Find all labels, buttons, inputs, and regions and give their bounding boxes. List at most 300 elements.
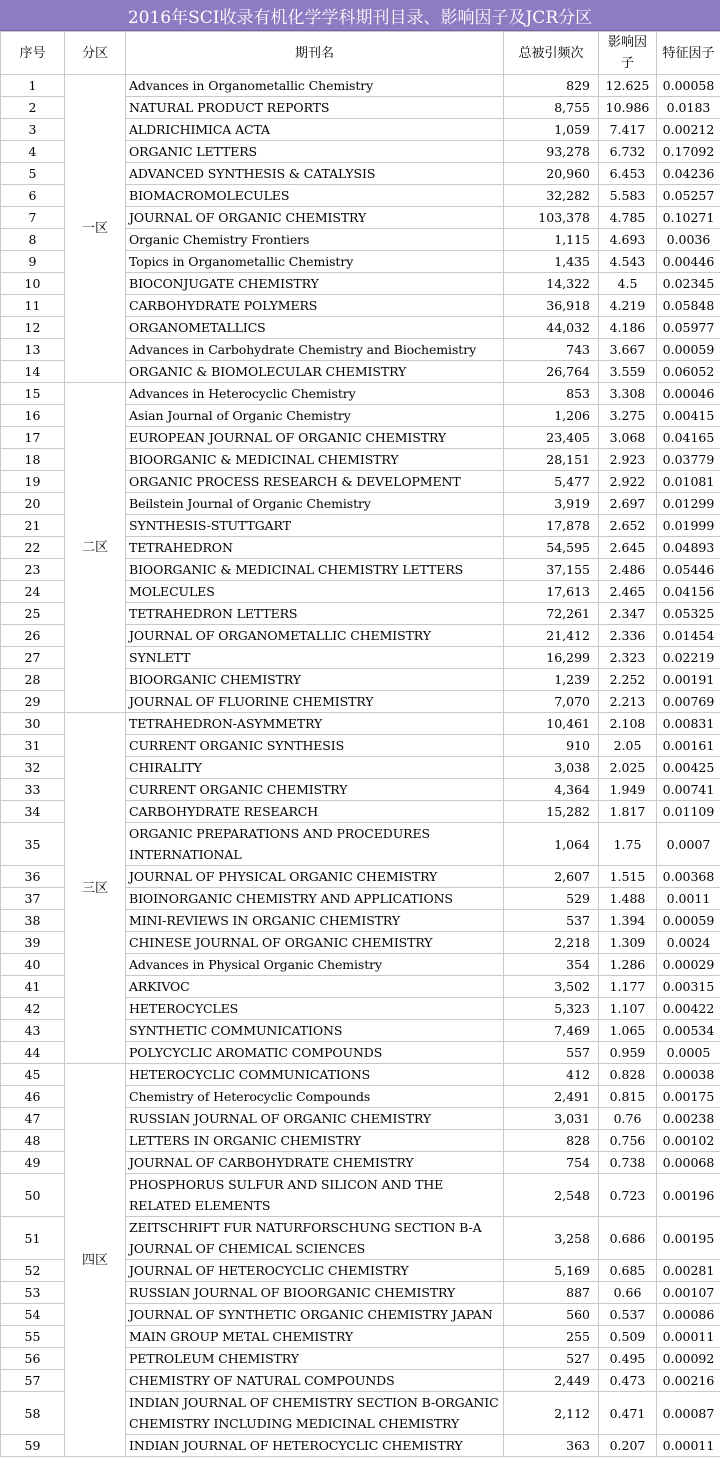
impact-factor-cell[interactable]: 3.275 — [599, 405, 657, 427]
impact-factor-cell[interactable]: 0.686 — [599, 1217, 657, 1260]
impact-factor-cell[interactable]: 6.732 — [599, 141, 657, 163]
total-cites-cell[interactable]: 910 — [504, 735, 599, 757]
eigenfactor-cell[interactable]: 0.05977 — [657, 317, 720, 339]
journal-name-cell[interactable]: MOLECULES — [126, 581, 504, 603]
total-cites-cell[interactable]: 3,031 — [504, 1108, 599, 1130]
eigenfactor-cell[interactable]: 0.05446 — [657, 559, 720, 581]
total-cites-cell[interactable]: 828 — [504, 1130, 599, 1152]
eigenfactor-cell[interactable]: 0.04893 — [657, 537, 720, 559]
zone-cell[interactable]: 四区 — [65, 1064, 126, 1457]
journal-name-cell[interactable]: SYNTHETIC COMMUNICATIONS — [126, 1020, 504, 1042]
row-number-cell[interactable]: 35 — [1, 823, 65, 866]
row-number-cell[interactable]: 41 — [1, 976, 65, 998]
eigenfactor-cell[interactable]: 0.0007 — [657, 823, 720, 866]
impact-factor-cell[interactable]: 0.815 — [599, 1086, 657, 1108]
total-cites-cell[interactable]: 5,477 — [504, 471, 599, 493]
total-cites-cell[interactable]: 527 — [504, 1348, 599, 1370]
row-number-cell[interactable]: 37 — [1, 888, 65, 910]
row-number-cell[interactable]: 39 — [1, 932, 65, 954]
eigenfactor-cell[interactable]: 0.05257 — [657, 185, 720, 207]
total-cites-cell[interactable]: 15,282 — [504, 801, 599, 823]
total-cites-cell[interactable]: 3,919 — [504, 493, 599, 515]
eigenfactor-cell[interactable]: 0.00059 — [657, 339, 720, 361]
total-cites-cell[interactable]: 93,278 — [504, 141, 599, 163]
journal-name-cell[interactable]: Advances in Carbohydrate Chemistry and Biochemistry — [126, 339, 504, 361]
row-number-cell[interactable]: 18 — [1, 449, 65, 471]
eigenfactor-cell[interactable]: 0.00102 — [657, 1130, 720, 1152]
total-cites-cell[interactable]: 529 — [504, 888, 599, 910]
row-number-cell[interactable]: 19 — [1, 471, 65, 493]
journal-name-cell[interactable]: Advances in Physical Organic Chemistry — [126, 954, 504, 976]
impact-factor-cell[interactable]: 2.465 — [599, 581, 657, 603]
impact-factor-cell[interactable]: 0.473 — [599, 1370, 657, 1392]
row-number-cell[interactable]: 30 — [1, 713, 65, 735]
journal-name-cell[interactable]: SYNLETT — [126, 647, 504, 669]
impact-factor-cell[interactable]: 4.5 — [599, 273, 657, 295]
journal-name-cell[interactable]: ZEITSCHRIFT FUR NATURFORSCHUNG SECTION B-A JOURNAL OF CHEMICAL SCIENCES — [126, 1217, 504, 1260]
eigenfactor-cell[interactable]: 0.05325 — [657, 603, 720, 625]
row-number-cell[interactable]: 12 — [1, 317, 65, 339]
eigenfactor-cell[interactable]: 0.00446 — [657, 251, 720, 273]
eigenfactor-cell[interactable]: 0.00422 — [657, 998, 720, 1020]
impact-factor-cell[interactable]: 0.495 — [599, 1348, 657, 1370]
row-number-cell[interactable]: 20 — [1, 493, 65, 515]
row-number-cell[interactable]: 22 — [1, 537, 65, 559]
row-number-cell[interactable]: 14 — [1, 361, 65, 383]
eigenfactor-cell[interactable]: 0.0024 — [657, 932, 720, 954]
journal-name-cell[interactable]: BIOORGANIC & MEDICINAL CHEMISTRY LETTERS — [126, 559, 504, 581]
eigenfactor-cell[interactable]: 0.00046 — [657, 383, 720, 405]
journal-name-cell[interactable]: Organic Chemistry Frontiers — [126, 229, 504, 251]
total-cites-cell[interactable]: 5,169 — [504, 1260, 599, 1282]
total-cites-cell[interactable]: 2,449 — [504, 1370, 599, 1392]
row-number-cell[interactable]: 45 — [1, 1064, 65, 1086]
impact-factor-cell[interactable]: 0.207 — [599, 1435, 657, 1457]
journal-name-cell[interactable]: CHEMISTRY OF NATURAL COMPOUNDS — [126, 1370, 504, 1392]
journal-name-cell[interactable]: BIOORGANIC CHEMISTRY — [126, 669, 504, 691]
row-number-cell[interactable]: 59 — [1, 1435, 65, 1457]
row-number-cell[interactable]: 43 — [1, 1020, 65, 1042]
row-number-cell[interactable]: 31 — [1, 735, 65, 757]
journal-name-cell[interactable]: TETRAHEDRON — [126, 537, 504, 559]
total-cites-cell[interactable]: 1,059 — [504, 119, 599, 141]
eigenfactor-cell[interactable]: 0.10271 — [657, 207, 720, 229]
total-cites-cell[interactable]: 354 — [504, 954, 599, 976]
journal-name-cell[interactable]: BIOMACROMOLECULES — [126, 185, 504, 207]
col-header-eigen[interactable]: 特征因子 — [657, 32, 720, 75]
total-cites-cell[interactable]: 1,115 — [504, 229, 599, 251]
zone-cell[interactable]: 三区 — [65, 713, 126, 1064]
row-number-cell[interactable]: 15 — [1, 383, 65, 405]
eigenfactor-cell[interactable]: 0.0036 — [657, 229, 720, 251]
row-number-cell[interactable]: 1 — [1, 75, 65, 97]
journal-name-cell[interactable]: RUSSIAN JOURNAL OF ORGANIC CHEMISTRY — [126, 1108, 504, 1130]
row-number-cell[interactable]: 8 — [1, 229, 65, 251]
impact-factor-cell[interactable]: 0.537 — [599, 1304, 657, 1326]
row-number-cell[interactable]: 9 — [1, 251, 65, 273]
col-header-zone[interactable]: 分区 — [65, 32, 126, 75]
journal-name-cell[interactable]: JOURNAL OF HETEROCYCLIC CHEMISTRY — [126, 1260, 504, 1282]
total-cites-cell[interactable]: 4,364 — [504, 779, 599, 801]
row-number-cell[interactable]: 36 — [1, 866, 65, 888]
impact-factor-cell[interactable]: 1.286 — [599, 954, 657, 976]
impact-factor-cell[interactable]: 6.453 — [599, 163, 657, 185]
eigenfactor-cell[interactable]: 0.00315 — [657, 976, 720, 998]
eigenfactor-cell[interactable]: 0.00212 — [657, 119, 720, 141]
impact-factor-cell[interactable]: 2.323 — [599, 647, 657, 669]
col-header-no[interactable]: 序号 — [1, 32, 65, 75]
row-number-cell[interactable]: 13 — [1, 339, 65, 361]
row-number-cell[interactable]: 58 — [1, 1392, 65, 1435]
eigenfactor-cell[interactable]: 0.02219 — [657, 647, 720, 669]
total-cites-cell[interactable]: 8,755 — [504, 97, 599, 119]
journal-name-cell[interactable]: ORGANIC PROCESS RESEARCH & DEVELOPMENT — [126, 471, 504, 493]
eigenfactor-cell[interactable]: 0.02345 — [657, 273, 720, 295]
total-cites-cell[interactable]: 54,595 — [504, 537, 599, 559]
eigenfactor-cell[interactable]: 0.04236 — [657, 163, 720, 185]
impact-factor-cell[interactable]: 3.667 — [599, 339, 657, 361]
total-cites-cell[interactable]: 1,435 — [504, 251, 599, 273]
row-number-cell[interactable]: 53 — [1, 1282, 65, 1304]
total-cites-cell[interactable]: 44,032 — [504, 317, 599, 339]
journal-name-cell[interactable]: JOURNAL OF ORGANIC CHEMISTRY — [126, 207, 504, 229]
row-number-cell[interactable]: 44 — [1, 1042, 65, 1064]
journal-name-cell[interactable]: Advances in Organometallic Chemistry — [126, 75, 504, 97]
total-cites-cell[interactable]: 1,064 — [504, 823, 599, 866]
total-cites-cell[interactable]: 17,613 — [504, 581, 599, 603]
impact-factor-cell[interactable]: 2.922 — [599, 471, 657, 493]
impact-factor-cell[interactable]: 3.068 — [599, 427, 657, 449]
eigenfactor-cell[interactable]: 0.00195 — [657, 1217, 720, 1260]
impact-factor-cell[interactable]: 1.394 — [599, 910, 657, 932]
eigenfactor-cell[interactable]: 0.00415 — [657, 405, 720, 427]
total-cites-cell[interactable]: 754 — [504, 1152, 599, 1174]
eigenfactor-cell[interactable]: 0.05848 — [657, 295, 720, 317]
eigenfactor-cell[interactable]: 0.0011 — [657, 888, 720, 910]
total-cites-cell[interactable]: 21,412 — [504, 625, 599, 647]
eigenfactor-cell[interactable]: 0.0183 — [657, 97, 720, 119]
impact-factor-cell[interactable]: 0.509 — [599, 1326, 657, 1348]
total-cites-cell[interactable]: 255 — [504, 1326, 599, 1348]
eigenfactor-cell[interactable]: 0.00087 — [657, 1392, 720, 1435]
impact-factor-cell[interactable]: 2.652 — [599, 515, 657, 537]
journal-name-cell[interactable]: CHIRALITY — [126, 757, 504, 779]
journal-name-cell[interactable]: CARBOHYDRATE POLYMERS — [126, 295, 504, 317]
journal-name-cell[interactable]: INDIAN JOURNAL OF HETEROCYCLIC CHEMISTRY — [126, 1435, 504, 1457]
row-number-cell[interactable]: 56 — [1, 1348, 65, 1370]
journal-name-cell[interactable]: MINI-REVIEWS IN ORGANIC CHEMISTRY — [126, 910, 504, 932]
journal-name-cell[interactable]: PHOSPHORUS SULFUR AND SILICON AND THE RELATED ELEMENTS — [126, 1174, 504, 1217]
row-number-cell[interactable]: 33 — [1, 779, 65, 801]
journal-name-cell[interactable]: CURRENT ORGANIC SYNTHESIS — [126, 735, 504, 757]
col-header-journal[interactable]: 期刊名 — [126, 32, 504, 75]
eigenfactor-cell[interactable]: 0.00029 — [657, 954, 720, 976]
total-cites-cell[interactable]: 2,548 — [504, 1174, 599, 1217]
row-number-cell[interactable]: 2 — [1, 97, 65, 119]
eigenfactor-cell[interactable]: 0.00196 — [657, 1174, 720, 1217]
total-cites-cell[interactable]: 28,151 — [504, 449, 599, 471]
row-number-cell[interactable]: 23 — [1, 559, 65, 581]
total-cites-cell[interactable]: 829 — [504, 75, 599, 97]
impact-factor-cell[interactable]: 4.693 — [599, 229, 657, 251]
row-number-cell[interactable]: 47 — [1, 1108, 65, 1130]
journal-name-cell[interactable]: RUSSIAN JOURNAL OF BIOORGANIC CHEMISTRY — [126, 1282, 504, 1304]
journal-name-cell[interactable]: TETRAHEDRON-ASYMMETRY — [126, 713, 504, 735]
impact-factor-cell[interactable]: 2.486 — [599, 559, 657, 581]
row-number-cell[interactable]: 5 — [1, 163, 65, 185]
journal-name-cell[interactable]: ORGANIC & BIOMOLECULAR CHEMISTRY — [126, 361, 504, 383]
total-cites-cell[interactable]: 887 — [504, 1282, 599, 1304]
row-number-cell[interactable]: 4 — [1, 141, 65, 163]
row-number-cell[interactable]: 11 — [1, 295, 65, 317]
journal-name-cell[interactable]: ORGANIC LETTERS — [126, 141, 504, 163]
journal-name-cell[interactable]: CURRENT ORGANIC CHEMISTRY — [126, 779, 504, 801]
zone-cell[interactable]: 一区 — [65, 75, 126, 383]
journal-name-cell[interactable]: JOURNAL OF CARBOHYDRATE CHEMISTRY — [126, 1152, 504, 1174]
row-number-cell[interactable]: 6 — [1, 185, 65, 207]
impact-factor-cell[interactable]: 1.065 — [599, 1020, 657, 1042]
total-cites-cell[interactable]: 3,502 — [504, 976, 599, 998]
impact-factor-cell[interactable]: 2.645 — [599, 537, 657, 559]
impact-factor-cell[interactable]: 0.471 — [599, 1392, 657, 1435]
eigenfactor-cell[interactable]: 0.00092 — [657, 1348, 720, 1370]
total-cites-cell[interactable]: 20,960 — [504, 163, 599, 185]
row-number-cell[interactable]: 54 — [1, 1304, 65, 1326]
journal-name-cell[interactable]: ORGANOMETALLICS — [126, 317, 504, 339]
impact-factor-cell[interactable]: 2.347 — [599, 603, 657, 625]
impact-factor-cell[interactable]: 3.559 — [599, 361, 657, 383]
impact-factor-cell[interactable]: 5.583 — [599, 185, 657, 207]
total-cites-cell[interactable]: 853 — [504, 383, 599, 405]
impact-factor-cell[interactable]: 2.336 — [599, 625, 657, 647]
eigenfactor-cell[interactable]: 0.00368 — [657, 866, 720, 888]
impact-factor-cell[interactable]: 0.76 — [599, 1108, 657, 1130]
row-number-cell[interactable]: 25 — [1, 603, 65, 625]
impact-factor-cell[interactable]: 1.309 — [599, 932, 657, 954]
impact-factor-cell[interactable]: 7.417 — [599, 119, 657, 141]
impact-factor-cell[interactable]: 12.625 — [599, 75, 657, 97]
journal-name-cell[interactable]: BIOORGANIC & MEDICINAL CHEMISTRY — [126, 449, 504, 471]
impact-factor-cell[interactable]: 1.75 — [599, 823, 657, 866]
impact-factor-cell[interactable]: 2.025 — [599, 757, 657, 779]
eigenfactor-cell[interactable]: 0.17092 — [657, 141, 720, 163]
row-number-cell[interactable]: 38 — [1, 910, 65, 932]
impact-factor-cell[interactable]: 10.986 — [599, 97, 657, 119]
impact-factor-cell[interactable]: 0.738 — [599, 1152, 657, 1174]
journal-name-cell[interactable]: JOURNAL OF ORGANOMETALLIC CHEMISTRY — [126, 625, 504, 647]
eigenfactor-cell[interactable]: 0.00281 — [657, 1260, 720, 1282]
eigenfactor-cell[interactable]: 0.00238 — [657, 1108, 720, 1130]
total-cites-cell[interactable]: 743 — [504, 339, 599, 361]
total-cites-cell[interactable]: 557 — [504, 1042, 599, 1064]
journal-name-cell[interactable]: BIOINORGANIC CHEMISTRY AND APPLICATIONS — [126, 888, 504, 910]
total-cites-cell[interactable]: 7,469 — [504, 1020, 599, 1042]
eigenfactor-cell[interactable]: 0.00107 — [657, 1282, 720, 1304]
eigenfactor-cell[interactable]: 0.06052 — [657, 361, 720, 383]
impact-factor-cell[interactable]: 2.05 — [599, 735, 657, 757]
eigenfactor-cell[interactable]: 0.00191 — [657, 669, 720, 691]
eigenfactor-cell[interactable]: 0.01109 — [657, 801, 720, 823]
eigenfactor-cell[interactable]: 0.00425 — [657, 757, 720, 779]
impact-factor-cell[interactable]: 0.685 — [599, 1260, 657, 1282]
row-number-cell[interactable]: 29 — [1, 691, 65, 713]
impact-factor-cell[interactable]: 0.828 — [599, 1064, 657, 1086]
impact-factor-cell[interactable]: 4.785 — [599, 207, 657, 229]
impact-factor-cell[interactable]: 4.543 — [599, 251, 657, 273]
impact-factor-cell[interactable]: 3.308 — [599, 383, 657, 405]
journal-name-cell[interactable]: JOURNAL OF PHYSICAL ORGANIC CHEMISTRY — [126, 866, 504, 888]
journal-name-cell[interactable]: JOURNAL OF FLUORINE CHEMISTRY — [126, 691, 504, 713]
journal-name-cell[interactable]: HETEROCYCLES — [126, 998, 504, 1020]
impact-factor-cell[interactable]: 1.515 — [599, 866, 657, 888]
journal-name-cell[interactable]: PETROLEUM CHEMISTRY — [126, 1348, 504, 1370]
eigenfactor-cell[interactable]: 0.00058 — [657, 75, 720, 97]
impact-factor-cell[interactable]: 4.219 — [599, 295, 657, 317]
row-number-cell[interactable]: 57 — [1, 1370, 65, 1392]
col-header-cites[interactable]: 总被引频次 — [504, 32, 599, 75]
row-number-cell[interactable]: 48 — [1, 1130, 65, 1152]
row-number-cell[interactable]: 49 — [1, 1152, 65, 1174]
total-cites-cell[interactable]: 2,112 — [504, 1392, 599, 1435]
journal-name-cell[interactable]: POLYCYCLIC AROMATIC COMPOUNDS — [126, 1042, 504, 1064]
total-cites-cell[interactable]: 560 — [504, 1304, 599, 1326]
row-number-cell[interactable]: 17 — [1, 427, 65, 449]
row-number-cell[interactable]: 7 — [1, 207, 65, 229]
row-number-cell[interactable]: 26 — [1, 625, 65, 647]
row-number-cell[interactable]: 32 — [1, 757, 65, 779]
impact-factor-cell[interactable]: 4.186 — [599, 317, 657, 339]
eigenfactor-cell[interactable]: 0.04156 — [657, 581, 720, 603]
journal-name-cell[interactable]: TETRAHEDRON LETTERS — [126, 603, 504, 625]
journal-name-cell[interactable]: Asian Journal of Organic Chemistry — [126, 405, 504, 427]
journal-name-cell[interactable]: ARKIVOC — [126, 976, 504, 998]
total-cites-cell[interactable]: 412 — [504, 1064, 599, 1086]
impact-factor-cell[interactable]: 2.252 — [599, 669, 657, 691]
total-cites-cell[interactable]: 5,323 — [504, 998, 599, 1020]
eigenfactor-cell[interactable]: 0.00161 — [657, 735, 720, 757]
eigenfactor-cell[interactable]: 0.00769 — [657, 691, 720, 713]
journal-name-cell[interactable]: EUROPEAN JOURNAL OF ORGANIC CHEMISTRY — [126, 427, 504, 449]
impact-factor-cell[interactable]: 1.177 — [599, 976, 657, 998]
total-cites-cell[interactable]: 36,918 — [504, 295, 599, 317]
eigenfactor-cell[interactable]: 0.00175 — [657, 1086, 720, 1108]
impact-factor-cell[interactable]: 2.697 — [599, 493, 657, 515]
row-number-cell[interactable]: 3 — [1, 119, 65, 141]
impact-factor-cell[interactable]: 1.107 — [599, 998, 657, 1020]
row-number-cell[interactable]: 46 — [1, 1086, 65, 1108]
row-number-cell[interactable]: 10 — [1, 273, 65, 295]
total-cites-cell[interactable]: 26,764 — [504, 361, 599, 383]
eigenfactor-cell[interactable]: 0.0005 — [657, 1042, 720, 1064]
row-number-cell[interactable]: 52 — [1, 1260, 65, 1282]
row-number-cell[interactable]: 42 — [1, 998, 65, 1020]
impact-factor-cell[interactable]: 1.488 — [599, 888, 657, 910]
impact-factor-cell[interactable]: 2.923 — [599, 449, 657, 471]
eigenfactor-cell[interactable]: 0.04165 — [657, 427, 720, 449]
eigenfactor-cell[interactable]: 0.00086 — [657, 1304, 720, 1326]
journal-name-cell[interactable]: MAIN GROUP METAL CHEMISTRY — [126, 1326, 504, 1348]
total-cites-cell[interactable]: 103,378 — [504, 207, 599, 229]
row-number-cell[interactable]: 40 — [1, 954, 65, 976]
impact-factor-cell[interactable]: 1.817 — [599, 801, 657, 823]
eigenfactor-cell[interactable]: 0.01081 — [657, 471, 720, 493]
total-cites-cell[interactable]: 3,038 — [504, 757, 599, 779]
impact-factor-cell[interactable]: 2.108 — [599, 713, 657, 735]
impact-factor-cell[interactable]: 2.213 — [599, 691, 657, 713]
journal-name-cell[interactable]: CARBOHYDRATE RESEARCH — [126, 801, 504, 823]
journal-name-cell[interactable]: Advances in Heterocyclic Chemistry — [126, 383, 504, 405]
total-cites-cell[interactable]: 10,461 — [504, 713, 599, 735]
journal-name-cell[interactable]: JOURNAL OF SYNTHETIC ORGANIC CHEMISTRY JAPAN — [126, 1304, 504, 1326]
total-cites-cell[interactable]: 537 — [504, 910, 599, 932]
total-cites-cell[interactable]: 17,878 — [504, 515, 599, 537]
row-number-cell[interactable]: 34 — [1, 801, 65, 823]
journal-name-cell[interactable]: HETEROCYCLIC COMMUNICATIONS — [126, 1064, 504, 1086]
total-cites-cell[interactable]: 1,206 — [504, 405, 599, 427]
eigenfactor-cell[interactable]: 0.00831 — [657, 713, 720, 735]
journal-name-cell[interactable]: LETTERS IN ORGANIC CHEMISTRY — [126, 1130, 504, 1152]
journal-name-cell[interactable]: NATURAL PRODUCT REPORTS — [126, 97, 504, 119]
journal-name-cell[interactable]: CHINESE JOURNAL OF ORGANIC CHEMISTRY — [126, 932, 504, 954]
journal-name-cell[interactable]: ORGANIC PREPARATIONS AND PROCEDURES INTERNATIONAL — [126, 823, 504, 866]
total-cites-cell[interactable]: 23,405 — [504, 427, 599, 449]
journal-name-cell[interactable]: INDIAN JOURNAL OF CHEMISTRY SECTION B-ORGANIC CHEMISTRY INCLUDING MEDICINAL CHEMISTRY — [126, 1392, 504, 1435]
row-number-cell[interactable]: 24 — [1, 581, 65, 603]
eigenfactor-cell[interactable]: 0.01299 — [657, 493, 720, 515]
impact-factor-cell[interactable]: 0.756 — [599, 1130, 657, 1152]
eigenfactor-cell[interactable]: 0.00741 — [657, 779, 720, 801]
journal-name-cell[interactable]: BIOCONJUGATE CHEMISTRY — [126, 273, 504, 295]
eigenfactor-cell[interactable]: 0.00059 — [657, 910, 720, 932]
total-cites-cell[interactable]: 2,491 — [504, 1086, 599, 1108]
total-cites-cell[interactable]: 1,239 — [504, 669, 599, 691]
total-cites-cell[interactable]: 37,155 — [504, 559, 599, 581]
total-cites-cell[interactable]: 2,218 — [504, 932, 599, 954]
row-number-cell[interactable]: 16 — [1, 405, 65, 427]
eigenfactor-cell[interactable]: 0.00011 — [657, 1435, 720, 1457]
total-cites-cell[interactable]: 2,607 — [504, 866, 599, 888]
eigenfactor-cell[interactable]: 0.01999 — [657, 515, 720, 537]
eigenfactor-cell[interactable]: 0.01454 — [657, 625, 720, 647]
row-number-cell[interactable]: 55 — [1, 1326, 65, 1348]
impact-factor-cell[interactable]: 0.959 — [599, 1042, 657, 1064]
impact-factor-cell[interactable]: 0.723 — [599, 1174, 657, 1217]
journal-name-cell[interactable]: ALDRICHIMICA ACTA — [126, 119, 504, 141]
total-cites-cell[interactable]: 14,322 — [504, 273, 599, 295]
total-cites-cell[interactable]: 7,070 — [504, 691, 599, 713]
eigenfactor-cell[interactable]: 0.00038 — [657, 1064, 720, 1086]
row-number-cell[interactable]: 51 — [1, 1217, 65, 1260]
col-header-impact[interactable]: 影响因子 — [599, 32, 657, 75]
eigenfactor-cell[interactable]: 0.00534 — [657, 1020, 720, 1042]
eigenfactor-cell[interactable]: 0.00216 — [657, 1370, 720, 1392]
journal-name-cell[interactable]: Chemistry of Heterocyclic Compounds — [126, 1086, 504, 1108]
impact-factor-cell[interactable]: 1.949 — [599, 779, 657, 801]
eigenfactor-cell[interactable]: 0.00068 — [657, 1152, 720, 1174]
row-number-cell[interactable]: 21 — [1, 515, 65, 537]
impact-factor-cell[interactable]: 0.66 — [599, 1282, 657, 1304]
journal-name-cell[interactable]: Topics in Organometallic Chemistry — [126, 251, 504, 273]
eigenfactor-cell[interactable]: 0.03779 — [657, 449, 720, 471]
total-cites-cell[interactable]: 3,258 — [504, 1217, 599, 1260]
eigenfactor-cell[interactable]: 0.00011 — [657, 1326, 720, 1348]
journal-name-cell[interactable]: SYNTHESIS-STUTTGART — [126, 515, 504, 537]
row-number-cell[interactable]: 27 — [1, 647, 65, 669]
total-cites-cell[interactable]: 32,282 — [504, 185, 599, 207]
total-cites-cell[interactable]: 16,299 — [504, 647, 599, 669]
row-number-cell[interactable]: 50 — [1, 1174, 65, 1217]
total-cites-cell[interactable]: 72,261 — [504, 603, 599, 625]
